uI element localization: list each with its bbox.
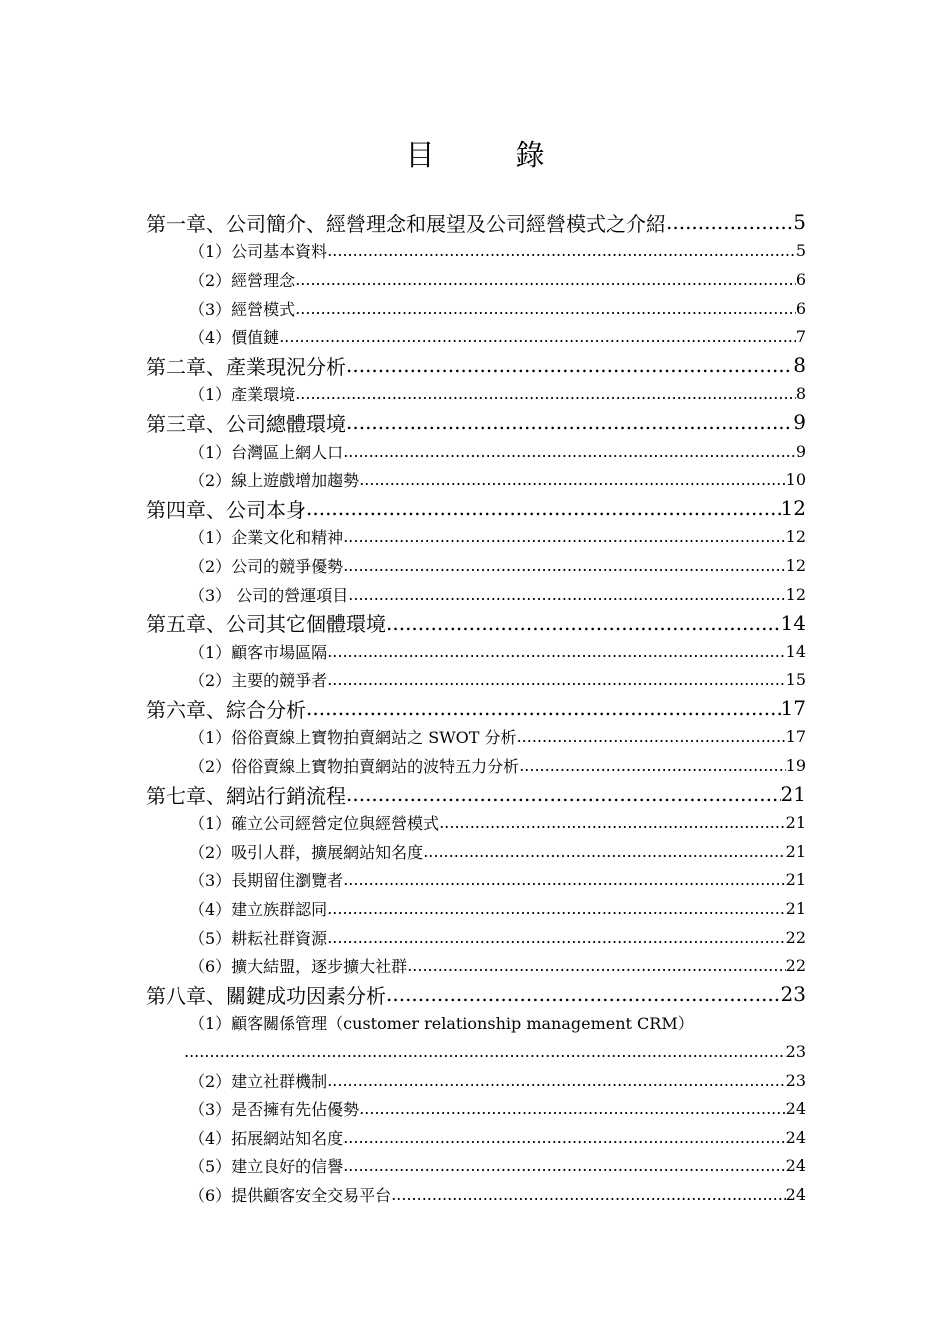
toc-entry-label: （1）顧客市場區隔 (189, 642, 328, 662)
toc-page-number: 23 (785, 1042, 806, 1062)
toc-entry-section[interactable] (146, 1066, 806, 1095)
toc-leader-dots (327, 1071, 785, 1090)
toc-page-number: 24 (785, 1099, 806, 1119)
toc-leader-dots (423, 842, 785, 861)
toc-entry-section[interactable] (146, 1009, 806, 1038)
toc-entry-label: （1）顧客關係管理（customer relationship management CRM） (189, 1014, 694, 1034)
toc-leader-dots (346, 353, 793, 377)
toc-entry-section[interactable] (146, 380, 806, 409)
toc-leader-dots (327, 241, 796, 260)
toc-page-number: 9 (793, 410, 806, 435)
toc-leader-dots (346, 410, 793, 434)
toc-page-number: 9 (795, 441, 806, 461)
toc-entry-section[interactable] (146, 723, 806, 752)
toc-entry-section[interactable] (146, 1152, 806, 1181)
toc-entry-section[interactable] (146, 551, 806, 580)
toc-page-number: 24 (785, 1127, 806, 1147)
toc-entry-section[interactable] (146, 465, 806, 494)
toc-entry-continuation[interactable] (146, 1037, 806, 1066)
toc-entry-chapter[interactable] (146, 408, 806, 437)
toc-entry-chapter[interactable] (146, 208, 806, 237)
toc-entry-label: （3）長期留住瀏覽者 (189, 871, 344, 891)
toc-entry-label: （1）公司基本資料 (189, 242, 328, 262)
toc-entry-label: （2）吸引人群，擴展網站知名度 (189, 842, 424, 862)
toc-page-number: 17 (785, 727, 806, 747)
toc-entry-label: （5）建立良好的信譽 (189, 1157, 344, 1177)
toc-page-number: 14 (785, 641, 806, 661)
toc-entry-label: （2）建立社群機制 (189, 1071, 328, 1091)
toc-entry-section[interactable] (146, 808, 806, 837)
toc-entry-section[interactable] (146, 751, 806, 780)
toc-entry-section[interactable] (146, 894, 806, 923)
toc-page-number: 5 (795, 241, 806, 261)
toc-leader-dots (295, 270, 796, 289)
toc-entry-section[interactable] (146, 837, 806, 866)
toc-entry-label: （5）耕耘社群資源 (189, 928, 328, 948)
toc-entry-chapter[interactable] (146, 608, 806, 637)
toc-entry-label: 第七章、網站行銷流程 (146, 783, 346, 808)
toc-entry-chapter[interactable] (146, 980, 806, 1009)
toc-entry-label: （4）價值鏈 (189, 328, 280, 348)
toc-page-number: 12 (785, 584, 806, 604)
toc-page-number: 22 (785, 956, 806, 976)
toc-entry-chapter[interactable] (146, 351, 806, 380)
toc-leader-dots (184, 1042, 786, 1061)
toc-leader-dots (346, 782, 781, 806)
toc-entry-label: 第三章、公司總體環境 (146, 411, 346, 436)
toc-entry-section[interactable] (146, 237, 806, 266)
toc-entry-section[interactable] (146, 666, 806, 695)
toc-leader-dots (343, 1128, 785, 1147)
toc-leader-dots (386, 982, 781, 1006)
toc-entry-label: （4）拓展網站知名度 (189, 1128, 344, 1148)
toc-leader-dots (348, 585, 785, 604)
toc-entry-label: 第六章、綜合分析 (146, 697, 306, 722)
toc-page-number: 5 (793, 210, 806, 235)
toc-entry-label: （1）台灣區上網人口 (189, 442, 344, 462)
toc-entry-label: （2）線上遊戲增加趨勢 (189, 471, 360, 491)
toc-page-number: 23 (780, 982, 806, 1007)
toc-entry-label: 第一章、公司簡介、經營理念和展望及公司經營模式之介紹 (146, 211, 666, 236)
toc-page-number: 6 (795, 269, 806, 289)
toc-entry-section[interactable] (146, 580, 806, 609)
toc-entry-chapter[interactable] (146, 494, 806, 523)
toc-page-number: 24 (785, 1184, 806, 1204)
toc-entry-section[interactable] (146, 1123, 806, 1152)
toc-leader-dots (327, 928, 785, 947)
toc-leader-dots (359, 470, 785, 489)
toc-entry-section[interactable] (146, 923, 806, 952)
toc-leader-dots (295, 384, 796, 403)
toc-entry-section[interactable] (146, 322, 806, 351)
toc-page-number: 24 (785, 1156, 806, 1176)
toc-entry-label: （4）建立族群認同 (189, 900, 328, 920)
toc-entry-section[interactable] (146, 951, 806, 980)
toc-leader-dots (295, 299, 796, 318)
toc-entry-label: （6）提供顧客安全交易平台 (189, 1185, 392, 1205)
toc-entry-section[interactable] (146, 265, 806, 294)
toc-list (146, 208, 806, 1209)
toc-leader-dots (386, 611, 781, 635)
toc-entry-section[interactable] (146, 1180, 806, 1209)
page-title: 目 錄 (405, 138, 571, 172)
toc-leader-dots (279, 327, 796, 346)
toc-leader-dots (391, 1185, 785, 1204)
toc-entry-label: （1）俗俗賣線上寶物拍賣網站之 SWOT 分析 (189, 728, 517, 748)
toc-leader-dots (343, 442, 796, 461)
toc-leader-dots (327, 670, 785, 689)
toc-entry-label: 第四章、公司本身 (146, 497, 306, 522)
toc-entry-label: （6）擴大結盟，逐步擴大社群 (189, 957, 408, 977)
toc-page-number: 21 (785, 870, 806, 890)
toc-entry-section[interactable] (146, 294, 806, 323)
toc-page-number: 12 (785, 527, 806, 547)
toc-entry-label: （3）是否擁有先佔優勢 (189, 1100, 360, 1120)
toc-entry-chapter[interactable] (146, 780, 806, 809)
toc-entry-label: （1）產業環境 (189, 385, 296, 405)
toc-leader-dots (327, 642, 785, 661)
toc-page-number: 6 (795, 298, 806, 318)
toc-entry-label: （1）企業文化和精神 (189, 528, 344, 548)
toc-leader-dots (343, 527, 785, 546)
toc-page-number: 7 (795, 327, 806, 347)
toc-leader-dots (359, 1099, 785, 1118)
table-of-contents (146, 208, 806, 1209)
toc-entry-section[interactable] (146, 866, 806, 895)
toc-page-number: 10 (785, 470, 806, 490)
toc-leader-dots (343, 870, 785, 889)
toc-entry-label: （1）確立公司經營定位與經營模式 (189, 814, 440, 834)
toc-entry-label: 第二章、產業現況分析 (146, 354, 346, 379)
toc-leader-dots (519, 756, 785, 775)
toc-page-number: 12 (785, 555, 806, 575)
toc-entry-section[interactable] (146, 637, 806, 666)
toc-leader-dots (306, 496, 781, 520)
toc-entry-chapter[interactable] (146, 694, 806, 723)
toc-page-number: 15 (785, 670, 806, 690)
toc-leader-dots (439, 813, 785, 832)
toc-page-number: 21 (785, 841, 806, 861)
toc-entry-label: （2）主要的競爭者 (189, 671, 328, 691)
toc-page-number: 19 (785, 756, 806, 776)
toc-entry-section[interactable] (146, 523, 806, 552)
toc-leader-dots (343, 1156, 785, 1175)
toc-page-number: 21 (780, 782, 806, 807)
toc-entry-section[interactable] (146, 437, 806, 466)
toc-entry-label: （3）經營模式 (189, 299, 296, 319)
toc-page-number: 14 (780, 610, 806, 635)
toc-page-number: 8 (795, 384, 806, 404)
toc-entry-label: （2）公司的競爭優勢 (189, 556, 344, 576)
toc-leader-dots (517, 727, 786, 746)
toc-page-number: 8 (793, 353, 806, 378)
toc-entry-label: （2）俗俗賣線上寶物拍賣網站的波特五力分析 (189, 757, 520, 777)
toc-leader-dots (327, 899, 785, 918)
toc-leader-dots (666, 210, 793, 234)
toc-entry-section[interactable] (146, 1094, 806, 1123)
toc-page-number: 17 (780, 696, 806, 721)
toc-page-number: 22 (785, 927, 806, 947)
toc-page-number: 21 (785, 899, 806, 919)
toc-entry-label: 第八章、關鍵成功因素分析 (146, 983, 386, 1008)
toc-leader-dots (407, 956, 785, 975)
toc-entry-label: （2）經營理念 (189, 270, 296, 290)
toc-entry-label: （3） 公司的營運項目 (189, 585, 349, 605)
toc-page-number: 23 (785, 1070, 806, 1090)
toc-entry-label: 第五章、公司其它個體環境 (146, 612, 386, 637)
toc-page-number: 12 (780, 496, 806, 521)
toc-leader-dots (306, 696, 781, 720)
toc-page-number: 21 (785, 813, 806, 833)
toc-leader-dots (343, 556, 785, 575)
